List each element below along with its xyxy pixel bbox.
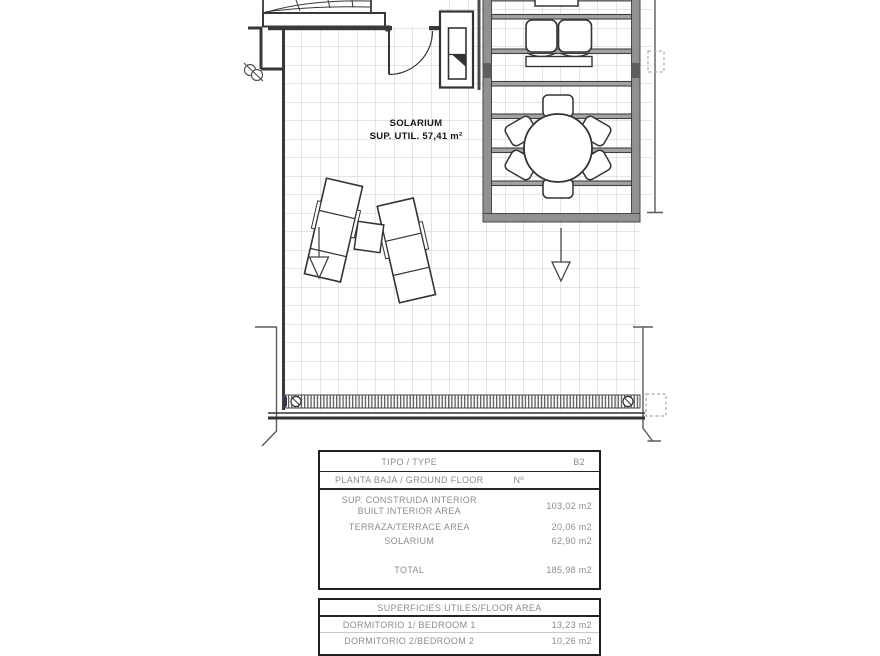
row-label: DORMITORIO 2/BEDROOM 2 bbox=[344, 636, 475, 646]
row-label: DORMITORIO 1/ BEDROOM 1 bbox=[342, 619, 476, 630]
room-label bbox=[346, 118, 486, 143]
row-value: 13,23 m2 bbox=[551, 619, 592, 630]
table-header: SUPERFICIES UTILES/FLOOR AREA bbox=[320, 600, 599, 617]
room-name: SOLARIUM bbox=[389, 118, 443, 129]
row-label: TOTAL bbox=[394, 565, 425, 575]
room-area: SUP. UTIL. 57,41 m² bbox=[369, 130, 463, 142]
row-value: B2 bbox=[573, 456, 585, 467]
areas-section bbox=[320, 490, 599, 583]
table-row bbox=[320, 494, 599, 517]
row-label: SUP. CONSTRUIDA INTERIOR BUILT INTERIOR AREA bbox=[341, 495, 477, 516]
louver-strip bbox=[283, 395, 640, 408]
side-table bbox=[354, 221, 384, 252]
table-row bbox=[320, 452, 599, 472]
row-label: PLANTA BAJA / GROUND FLOOR bbox=[335, 475, 484, 485]
sofa bbox=[526, 20, 592, 67]
row-value: 10,26 m2 bbox=[551, 636, 592, 646]
spiral-stair bbox=[263, 0, 371, 13]
stair-wall bbox=[263, 13, 385, 27]
table-row bbox=[320, 534, 599, 548]
chimney-skylight-box bbox=[440, 12, 473, 88]
row-value: 62,90 m2 bbox=[551, 536, 592, 546]
balustrade-edge bbox=[268, 413, 645, 418]
table-row bbox=[320, 520, 599, 534]
floor-area-table bbox=[318, 598, 601, 656]
row-value: 103,02 m2 bbox=[546, 500, 592, 511]
type-table bbox=[318, 450, 601, 590]
console-table bbox=[535, 0, 578, 6]
table-row bbox=[320, 472, 599, 490]
table-row bbox=[320, 617, 599, 633]
row-label: SOLARIUM bbox=[384, 536, 435, 546]
table-row bbox=[320, 633, 599, 649]
row-value: 185,98 m2 bbox=[546, 565, 592, 575]
row-label: TERRAZA/TERRACE AREA bbox=[348, 522, 470, 532]
total-row bbox=[320, 563, 599, 577]
row-label: TIPO / TYPE bbox=[381, 456, 438, 467]
dining-table bbox=[524, 114, 592, 182]
row-value: Nº bbox=[513, 475, 525, 485]
row-value: 20,06 m2 bbox=[551, 522, 592, 532]
